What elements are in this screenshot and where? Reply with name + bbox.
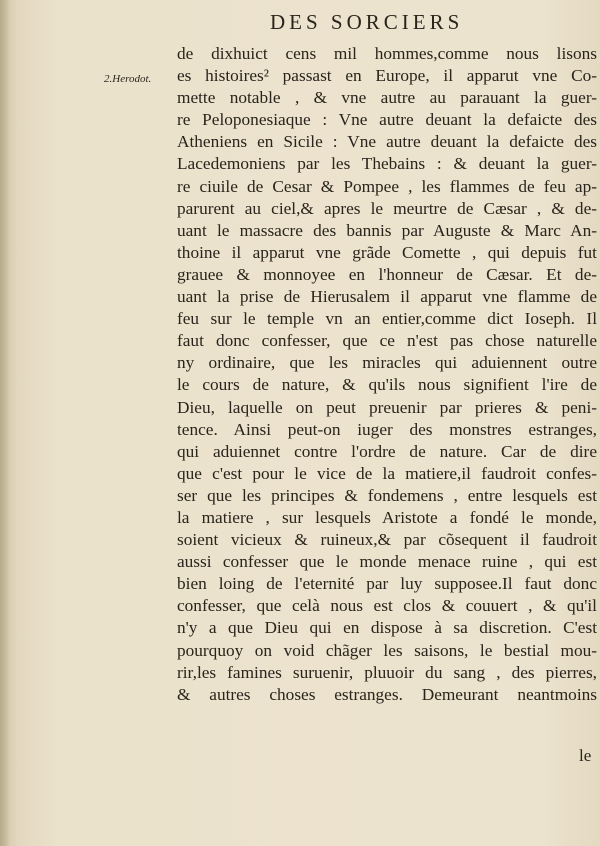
text-line: confesser, que celà nous est clos & couuert , & qu'il: [177, 596, 597, 616]
text-line: de dixhuict cens mil hommes,comme nous lisons: [177, 44, 597, 63]
text-line: rir,les famines suruenir, pluuoir du sang , des pierres,: [177, 662, 597, 682]
text-line: pourquoy on void chãger les saisons, le bestial mou-: [177, 640, 597, 660]
text-line: n'y a que Dieu qui en dispose à sa discretion. C'est: [177, 618, 597, 638]
text-line: qui aduiennet contre l'ordre de nature. Car de dire: [177, 441, 597, 461]
text-line: faut donc confesser, que ce n'est pas chose naturelle: [177, 331, 597, 351]
text-line: feu sur le temple vn an entier,comme dict Ioseph. Il: [177, 309, 597, 329]
text-line: thoine il apparut vne grãde Comette , qui depuis fut: [177, 242, 597, 262]
margin-note: 2.Herodot.: [104, 73, 152, 85]
text-line: que c'est pour le vice de la matiere,il faudroit confes-: [177, 463, 597, 483]
text-line: bien loing de l'eternité par luy supposee.Il faut donc: [177, 574, 597, 594]
text-line: Atheniens en Sicile : Vne autre deuant la defaicte des: [177, 132, 597, 152]
text-line: la matiere , sur lesquels Aristote a fondé le monde,: [177, 507, 597, 527]
catchword: le: [579, 746, 592, 765]
text-line: & autres choses estranges. Demeurant neantmoins: [177, 684, 597, 704]
text-line: uant la prise de Hierusalem il apparut vne flamme de: [177, 287, 597, 307]
text-line: re Peloponesiaque : Vne autre deuant la defaicte des: [177, 110, 597, 130]
text-line: soient vicieux & ruineux,& par cõsequent il faudroit: [177, 530, 597, 550]
text-block: [177, 43, 597, 706]
text-line: parurent au ciel,& apres le meurtre de Cæsar , & de-: [177, 198, 597, 218]
text-line: mette notable , & vne autre au parauant la guer-: [177, 88, 597, 108]
text-line: es histoires² passast en Europe, il apparut vne Co-: [177, 66, 597, 86]
text-line: le cours de nature, & qu'ils nous signifient l'ire de: [177, 375, 597, 395]
text-line: ny ordinaire, que les miracles qui aduiennent outre: [177, 353, 597, 373]
running-head: DES SORCIERS: [270, 10, 464, 34]
text-line: grauee & monnoyee en l'honneur de Cæsar. Et de-: [177, 264, 597, 284]
page-spine-shadow: [0, 0, 10, 846]
text-line: uant le massacre des bannis par Auguste & Marc An-: [177, 220, 597, 240]
text-line: re ciuile de Cesar & Pompee , les flammes de feu ap-: [177, 176, 597, 196]
text-line: tence. Ainsi peut-on iuger des monstres estranges,: [177, 419, 597, 439]
text-line: Lacedemoniens par les Thebains : & deuant la guer-: [177, 154, 597, 174]
text-line: aussi confesser que le monde menace ruine , qui est: [177, 552, 597, 572]
text-line: ser que les principes & fondemens , entre lesquels est: [177, 485, 597, 505]
text-line: Dieu, laquelle on peut preuenir par prieres & peni-: [177, 397, 597, 417]
